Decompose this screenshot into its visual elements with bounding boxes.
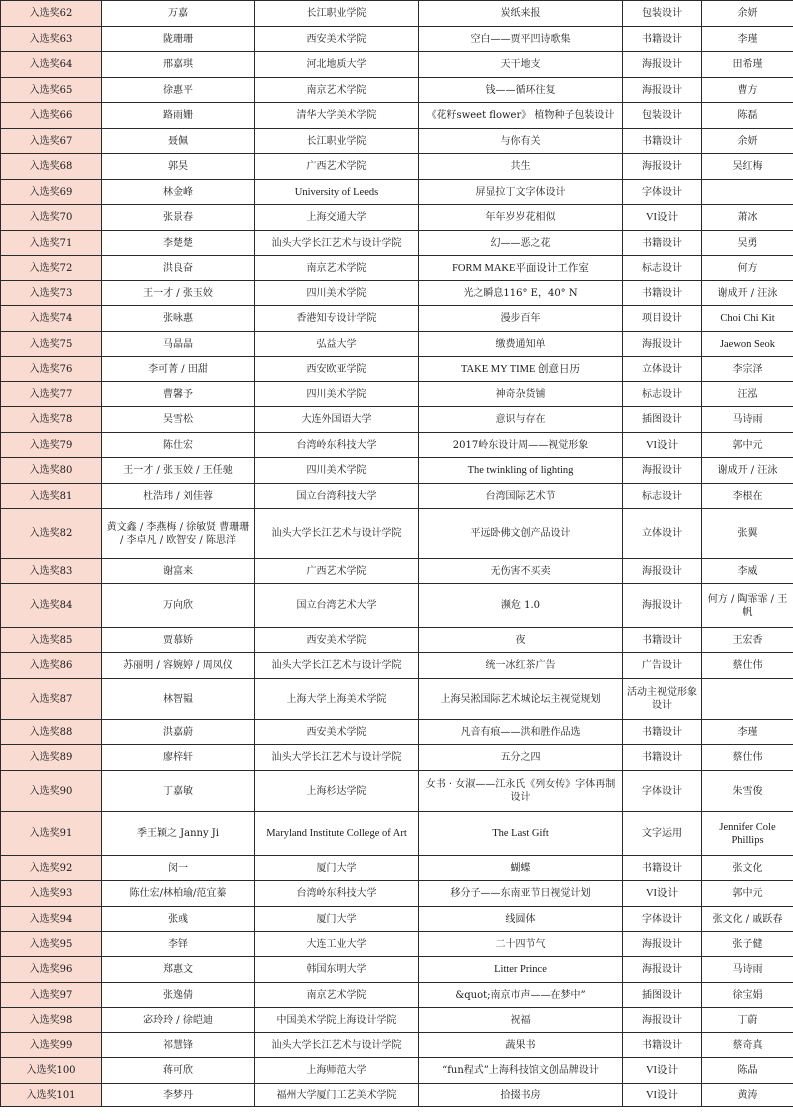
table-row (1, 433, 793, 458)
cell-advisor: 何方 (702, 256, 793, 281)
cell-school: University of Leeds (255, 180, 419, 205)
cell-title: 蝴蝶 (419, 856, 623, 881)
cell-rank: 入选奖101 (1, 1084, 102, 1107)
cell-category: 海报设计 (623, 154, 702, 180)
table-row (1, 856, 793, 881)
cell-advisor: 蔡仕伟 (702, 653, 793, 679)
cell-title: 屏显拉丁文字体设计 (419, 180, 623, 205)
table-row (1, 812, 793, 856)
cell-title: 无伤害不买卖 (419, 559, 623, 584)
cell-school: 长江职业学院 (255, 1, 419, 27)
cell-title: 台湾国际艺术节 (419, 484, 623, 509)
cell-rank: 入选奖80 (1, 458, 102, 484)
table-row (1, 407, 793, 433)
cell-name: 李楚楚 (102, 231, 255, 256)
table-row (1, 509, 793, 559)
cell-name: 贾慕娇 (102, 628, 255, 653)
cell-category: 书籍设计 (623, 129, 702, 154)
cell-rank: 入选奖63 (1, 27, 102, 52)
cell-title: 缴费通知单 (419, 332, 623, 357)
cell-category: 海报设计 (623, 52, 702, 78)
cell-title: The Last Gift (419, 812, 623, 856)
table-row (1, 1008, 793, 1033)
cell-title: 空白——贾平凹诗歌集 (419, 27, 623, 52)
cell-name: 路雨姗 (102, 103, 255, 129)
cell-advisor: 王宏香 (702, 628, 793, 653)
table-row (1, 103, 793, 129)
cell-advisor: 李瑾 (702, 27, 793, 52)
cell-category: 广告设计 (623, 653, 702, 679)
cell-title: 上海吴淞国际艺术城论坛主视觉规划 (419, 679, 623, 720)
cell-school: 清华大学美术学院 (255, 103, 419, 129)
table-row (1, 382, 793, 407)
cell-rank: 入选奖73 (1, 281, 102, 306)
cell-category: 活动主视觉形象设计 (623, 679, 702, 720)
cell-category: 标志设计 (623, 382, 702, 407)
table-row (1, 180, 793, 205)
cell-name: 洪嘉蔚 (102, 720, 255, 745)
cell-school: 汕头大学长江艺术与设计学院 (255, 653, 419, 679)
cell-name: 王一才 / 张玉姣 (102, 281, 255, 306)
cell-rank: 入选奖92 (1, 856, 102, 881)
cell-title: 漫步百年 (419, 306, 623, 332)
cell-title: 线圆体 (419, 907, 623, 932)
cell-name: 谢富来 (102, 559, 255, 584)
cell-advisor: 徐宝娟 (702, 983, 793, 1008)
cell-advisor: 蔡仕伟 (702, 745, 793, 771)
cell-name: 陈仕宏/林柏瑜/范宜蓁 (102, 881, 255, 907)
cell-category: 书籍设计 (623, 628, 702, 653)
cell-name: 丁嘉敏 (102, 771, 255, 812)
cell-category: 字体设计 (623, 771, 702, 812)
cell-category: 立体设计 (623, 357, 702, 382)
cell-name: 邢嘉琪 (102, 52, 255, 78)
cell-school: 长江职业学院 (255, 129, 419, 154)
cell-advisor: 黄涛 (702, 1084, 793, 1107)
cell-rank: 入选奖85 (1, 628, 102, 653)
cell-rank: 入选奖76 (1, 357, 102, 382)
cell-school: 南京艺术学院 (255, 256, 419, 281)
cell-rank: 入选奖79 (1, 433, 102, 458)
cell-rank: 入选奖83 (1, 559, 102, 584)
cell-rank: 入选奖96 (1, 957, 102, 983)
table-row (1, 932, 793, 957)
cell-category: 项目设计 (623, 306, 702, 332)
cell-title: 2017岭东设计周——视觉形象 (419, 433, 623, 458)
cell-category: 海报设计 (623, 458, 702, 484)
cell-title: 年年岁岁花相似 (419, 205, 623, 231)
cell-school: 四川美术学院 (255, 458, 419, 484)
cell-school: 厦门大学 (255, 907, 419, 932)
cell-category: 包装设计 (623, 103, 702, 129)
cell-advisor: 谢成开 / 汪泳 (702, 458, 793, 484)
cell-category: 包装设计 (623, 1, 702, 27)
cell-advisor: 郭中元 (702, 433, 793, 458)
cell-name: 郭昊 (102, 154, 255, 180)
cell-school: 西安美术学院 (255, 27, 419, 52)
cell-advisor: 李根在 (702, 484, 793, 509)
cell-rank: 入选奖95 (1, 932, 102, 957)
cell-advisor (702, 679, 793, 720)
cell-rank: 入选奖89 (1, 745, 102, 771)
cell-school: 中国美术学院上海设计学院 (255, 1008, 419, 1033)
cell-school: 国立台湾科技大学 (255, 484, 419, 509)
cell-category: 字体设计 (623, 180, 702, 205)
table-row (1, 628, 793, 653)
table-row (1, 1, 793, 27)
cell-category: 标志设计 (623, 256, 702, 281)
cell-name: 陈仕宏 (102, 433, 255, 458)
cell-advisor: 郭中元 (702, 881, 793, 907)
cell-title: 五分之四 (419, 745, 623, 771)
cell-advisor: 何方 / 陶霏霏 / 王帆 (702, 584, 793, 628)
cell-title: 天干地支 (419, 52, 623, 78)
cell-rank: 入选奖90 (1, 771, 102, 812)
table-row (1, 484, 793, 509)
cell-name: 陇珊珊 (102, 27, 255, 52)
cell-title: FORM MAKE平面设计工作室 (419, 256, 623, 281)
cell-name: 马晶晶 (102, 332, 255, 357)
cell-title: 平远卧佛文创产品设计 (419, 509, 623, 559)
cell-advisor: 张子健 (702, 932, 793, 957)
cell-rank: 入选奖97 (1, 983, 102, 1008)
cell-category: 书籍设计 (623, 281, 702, 306)
cell-advisor: 马诗雨 (702, 407, 793, 433)
table-row (1, 559, 793, 584)
cell-title: 共生 (419, 154, 623, 180)
table-row (1, 1058, 793, 1084)
award-list-body (1, 1, 793, 1107)
cell-category: 书籍设计 (623, 856, 702, 881)
cell-school: 汕头大学长江艺术与设计学院 (255, 745, 419, 771)
cell-school: 南京艺术学院 (255, 78, 419, 103)
cell-advisor: 田希瑾 (702, 52, 793, 78)
cell-name: 林金峰 (102, 180, 255, 205)
cell-advisor: Jaewon Seok (702, 332, 793, 357)
table-row (1, 653, 793, 679)
cell-rank: 入选奖71 (1, 231, 102, 256)
cell-advisor: 萧冰 (702, 205, 793, 231)
cell-school: 国立台湾艺术大学 (255, 584, 419, 628)
cell-rank: 入选奖75 (1, 332, 102, 357)
cell-title: 夜 (419, 628, 623, 653)
cell-rank: 入选奖81 (1, 484, 102, 509)
table-row (1, 745, 793, 771)
cell-category: 插图设计 (623, 407, 702, 433)
cell-school: 上海杉达学院 (255, 771, 419, 812)
cell-rank: 入选奖68 (1, 154, 102, 180)
cell-rank: 入选奖98 (1, 1008, 102, 1033)
cell-advisor: 余妍 (702, 1, 793, 27)
table-row (1, 1033, 793, 1058)
table-row (1, 983, 793, 1008)
cell-name: 郑惠文 (102, 957, 255, 983)
cell-category: 标志设计 (623, 484, 702, 509)
cell-school: 四川美术学院 (255, 382, 419, 407)
cell-name: 祁慧锋 (102, 1033, 255, 1058)
cell-rank: 入选奖87 (1, 679, 102, 720)
cell-advisor: 李瑾 (702, 720, 793, 745)
cell-rank: 入选奖67 (1, 129, 102, 154)
cell-name: 黄文鑫 / 李燕梅 / 徐敏贤 曹珊珊 / 李卓凡 / 欧智安 / 陈思洋 (102, 509, 255, 559)
cell-name: 李铎 (102, 932, 255, 957)
cell-category: 字体设计 (623, 907, 702, 932)
cell-category: 书籍设计 (623, 745, 702, 771)
cell-category: 插图设计 (623, 983, 702, 1008)
cell-name: 张逸倩 (102, 983, 255, 1008)
cell-rank: 入选奖82 (1, 509, 102, 559)
cell-advisor (702, 180, 793, 205)
cell-category: 海报设计 (623, 932, 702, 957)
cell-category: 海报设计 (623, 78, 702, 103)
cell-title: Litter Prince (419, 957, 623, 983)
cell-rank: 入选奖94 (1, 907, 102, 932)
cell-name: 聂佩 (102, 129, 255, 154)
cell-rank: 入选奖62 (1, 1, 102, 27)
cell-title: 幻——恶之花 (419, 231, 623, 256)
cell-name: 宓玲玲 / 徐皑迪 (102, 1008, 255, 1033)
cell-school: 西安美术学院 (255, 628, 419, 653)
cell-name: 林智韫 (102, 679, 255, 720)
cell-title: 移分子——东南亚节日视觉计划 (419, 881, 623, 907)
cell-rank: 入选奖70 (1, 205, 102, 231)
cell-name: 万向欣 (102, 584, 255, 628)
cell-advisor: 吴勇 (702, 231, 793, 256)
cell-advisor: 曹方 (702, 78, 793, 103)
cell-school: 上海大学上海美术学院 (255, 679, 419, 720)
table-row (1, 205, 793, 231)
cell-advisor: 朱雪俊 (702, 771, 793, 812)
table-row (1, 256, 793, 281)
cell-name: 季王颖之 Janny Ji (102, 812, 255, 856)
cell-category: VI设计 (623, 1058, 702, 1084)
cell-advisor: 张翼 (702, 509, 793, 559)
cell-school: 河北地质大学 (255, 52, 419, 78)
cell-name: 王一才 / 张玉姣 / 王任驰 (102, 458, 255, 484)
cell-rank: 入选奖74 (1, 306, 102, 332)
cell-school: 汕头大学长江艺术与设计学院 (255, 231, 419, 256)
cell-title: TAKE MY TIME 创意日历 (419, 357, 623, 382)
cell-school: 上海师范大学 (255, 1058, 419, 1084)
cell-category: 海报设计 (623, 957, 702, 983)
cell-name: 徐惠平 (102, 78, 255, 103)
cell-category: 书籍设计 (623, 720, 702, 745)
cell-title: 炭纸来报 (419, 1, 623, 27)
cell-advisor: 张文化 / 戚跃春 (702, 907, 793, 932)
cell-title: 拾掇书房 (419, 1084, 623, 1107)
cell-school: 韩国东明大学 (255, 957, 419, 983)
cell-name: 蒋可欣 (102, 1058, 255, 1084)
table-row (1, 281, 793, 306)
table-row (1, 332, 793, 357)
cell-category: 书籍设计 (623, 27, 702, 52)
cell-name: 张景春 (102, 205, 255, 231)
cell-rank: 入选奖88 (1, 720, 102, 745)
table-row (1, 679, 793, 720)
cell-category: VI设计 (623, 1084, 702, 1107)
cell-advisor: 汪泓 (702, 382, 793, 407)
cell-title: “fun程式”上海科技馆文创品牌设计 (419, 1058, 623, 1084)
cell-school: 大连工业大学 (255, 932, 419, 957)
cell-school: 大连外国语大学 (255, 407, 419, 433)
cell-category: 海报设计 (623, 1008, 702, 1033)
cell-name: 万嘉 (102, 1, 255, 27)
cell-school: 汕头大学长江艺术与设计学院 (255, 509, 419, 559)
cell-name: 吴雪松 (102, 407, 255, 433)
cell-rank: 入选奖93 (1, 881, 102, 907)
cell-school: 南京艺术学院 (255, 983, 419, 1008)
cell-school: 弘益大学 (255, 332, 419, 357)
cell-school: 福州大学厦门工艺美术学院 (255, 1084, 419, 1107)
cell-rank: 入选奖84 (1, 584, 102, 628)
cell-title: &quot;南京市声——在梦中” (419, 983, 623, 1008)
cell-rank: 入选奖100 (1, 1058, 102, 1084)
cell-school: 汕头大学长江艺术与设计学院 (255, 1033, 419, 1058)
table-row (1, 154, 793, 180)
cell-advisor: Jennifer Cole Phillips (702, 812, 793, 856)
cell-school: 台湾岭东科技大学 (255, 881, 419, 907)
cell-name: 廖梓轩 (102, 745, 255, 771)
cell-name: 李梦丹 (102, 1084, 255, 1107)
cell-name: 曹馨予 (102, 382, 255, 407)
cell-title: 《花籽sweet flower》 植物种子包装设计 (419, 103, 623, 129)
table-row (1, 78, 793, 103)
cell-advisor: Choi Chi Kit (702, 306, 793, 332)
cell-rank: 入选奖99 (1, 1033, 102, 1058)
cell-advisor: 李威 (702, 559, 793, 584)
cell-school: 西安美术学院 (255, 720, 419, 745)
cell-school: 西安欧亚学院 (255, 357, 419, 382)
cell-category: 文字运用 (623, 812, 702, 856)
table-row (1, 957, 793, 983)
table-row (1, 27, 793, 52)
table-row (1, 720, 793, 745)
cell-school: 香港知专设计学院 (255, 306, 419, 332)
cell-category: VI设计 (623, 433, 702, 458)
cell-name: 张彧 (102, 907, 255, 932)
table-row (1, 306, 793, 332)
cell-advisor: 丁蔚 (702, 1008, 793, 1033)
cell-school: 上海交通大学 (255, 205, 419, 231)
cell-category: 书籍设计 (623, 231, 702, 256)
cell-category: VI设计 (623, 205, 702, 231)
cell-category: 书籍设计 (623, 1033, 702, 1058)
cell-school: Maryland Institute College of Art (255, 812, 419, 856)
table-row (1, 52, 793, 78)
cell-title: The twinkling of lighting (419, 458, 623, 484)
cell-rank: 入选奖77 (1, 382, 102, 407)
cell-school: 厦门大学 (255, 856, 419, 881)
cell-title: 蔬果书 (419, 1033, 623, 1058)
cell-name: 张咏惠 (102, 306, 255, 332)
cell-school: 广西艺术学院 (255, 154, 419, 180)
cell-title: 祝福 (419, 1008, 623, 1033)
table-row (1, 458, 793, 484)
cell-rank: 入选奖66 (1, 103, 102, 129)
cell-category: 海报设计 (623, 332, 702, 357)
cell-category: VI设计 (623, 881, 702, 907)
cell-rank: 入选奖91 (1, 812, 102, 856)
cell-title: 女书 · 女淑——江永氏《列女传》字体再制设计 (419, 771, 623, 812)
cell-school: 四川美术学院 (255, 281, 419, 306)
cell-title: 神奇杂货铺 (419, 382, 623, 407)
cell-title: 钱——循环往复 (419, 78, 623, 103)
cell-category: 海报设计 (623, 584, 702, 628)
table-row (1, 1084, 793, 1107)
cell-advisor: 张文化 (702, 856, 793, 881)
cell-advisor: 陈磊 (702, 103, 793, 129)
table-row (1, 231, 793, 256)
table-row (1, 907, 793, 932)
cell-title: 意识与存在 (419, 407, 623, 433)
cell-advisor: 蔡奇真 (702, 1033, 793, 1058)
cell-school: 台湾岭东科技大学 (255, 433, 419, 458)
cell-advisor: 吴红梅 (702, 154, 793, 180)
cell-name: 杜浩玮 / 刘佳蓉 (102, 484, 255, 509)
cell-advisor: 马诗雨 (702, 957, 793, 983)
table-row (1, 881, 793, 907)
cell-category: 立体设计 (623, 509, 702, 559)
table-row (1, 129, 793, 154)
cell-advisor: 李宗泽 (702, 357, 793, 382)
table-row (1, 357, 793, 382)
cell-rank: 入选奖64 (1, 52, 102, 78)
cell-rank: 入选奖86 (1, 653, 102, 679)
cell-title: 凡音有痕——洪和胜作品选 (419, 720, 623, 745)
cell-advisor: 余妍 (702, 129, 793, 154)
cell-title: 与你有关 (419, 129, 623, 154)
cell-name: 李可菁 / 田甜 (102, 357, 255, 382)
cell-title: 濒危 1.0 (419, 584, 623, 628)
table-row (1, 771, 793, 812)
cell-advisor: 谢成开 / 汪泳 (702, 281, 793, 306)
cell-category: 海报设计 (623, 559, 702, 584)
cell-title: 光之瞬息116° E，40° N (419, 281, 623, 306)
cell-rank: 入选奖72 (1, 256, 102, 281)
cell-title: 二十四节气 (419, 932, 623, 957)
cell-advisor: 陈晶 (702, 1058, 793, 1084)
table-row (1, 584, 793, 628)
cell-school: 广西艺术学院 (255, 559, 419, 584)
cell-name: 苏丽明 / 容婉婷 / 周凤仪 (102, 653, 255, 679)
cell-rank: 入选奖69 (1, 180, 102, 205)
cell-rank: 入选奖78 (1, 407, 102, 433)
cell-name: 洪良奋 (102, 256, 255, 281)
cell-rank: 入选奖65 (1, 78, 102, 103)
cell-name: 闵一 (102, 856, 255, 881)
cell-title: 统一冰红茶广告 (419, 653, 623, 679)
